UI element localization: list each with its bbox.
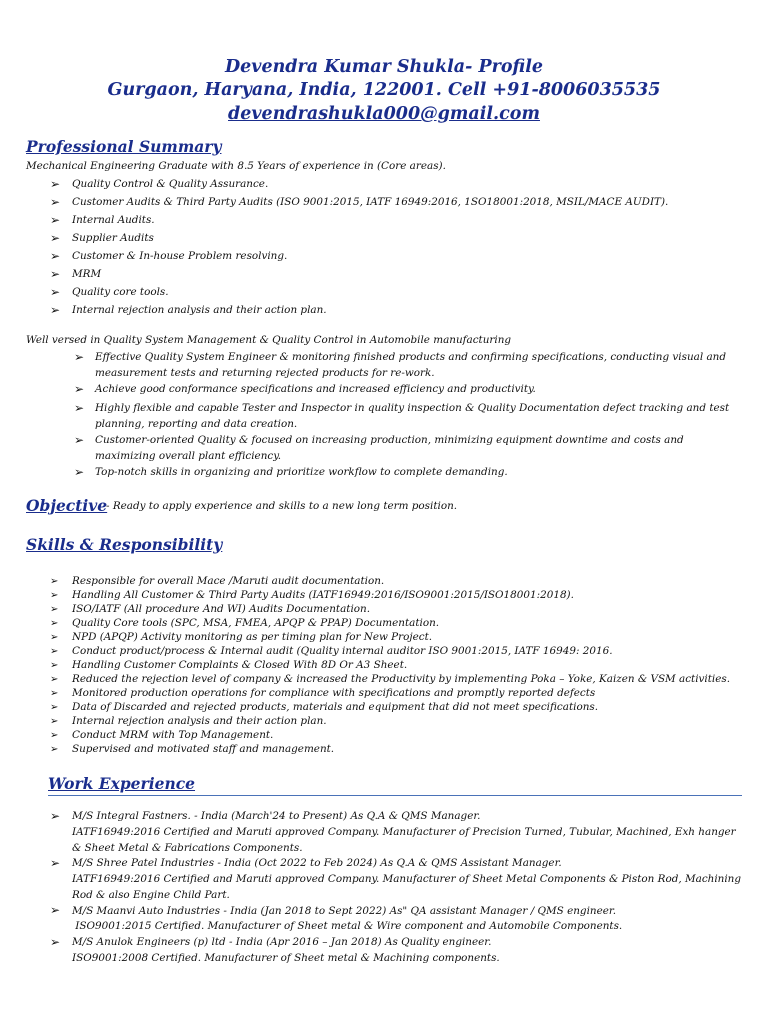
- skill-item: Reduced the rejection level of company & increased the Productivity by implementing Poka – Yoke, Kaizen & VSM activities.: [72, 673, 730, 685]
- arrow-bullet-icon: ➢: [50, 604, 59, 615]
- section-title-objective: Objective: [26, 496, 108, 515]
- arrow-bullet-icon: ➢: [50, 267, 61, 281]
- skill-item: Quality Core tools (SPC, MSA, FMEA, APQP & PPAP) Documentation.: [72, 617, 440, 629]
- skill-item: Data of Discarded and rejected products, materials and equipment that did not meet specifications.: [72, 701, 599, 713]
- summary-item: Internal rejection analysis and their action plan.: [72, 304, 327, 316]
- summary-item: Internal Audits.: [72, 214, 155, 226]
- arrow-bullet-icon: ➢: [50, 231, 61, 245]
- skill-item: Conduct MRM with Top Management.: [72, 729, 274, 741]
- section-title-summary: Professional Summary: [26, 137, 222, 156]
- skill-item: Monitored production operations for compliance with specifications and promptly reported defects: [72, 687, 596, 699]
- arrow-bullet-icon: ➢: [74, 382, 85, 396]
- section-title-skills: Skills & Responsibility: [26, 535, 223, 554]
- arrow-bullet-icon: ➢: [50, 744, 59, 755]
- arrow-bullet-icon: ➢: [50, 285, 61, 299]
- section-divider: [48, 795, 742, 796]
- arrow-bullet-icon: ➢: [50, 903, 61, 917]
- job-title: M/S Shree Patel Industries - India (Oct 2022 to Feb 2024) As Q.A & QMS Assistant Manager.: [72, 857, 562, 869]
- versed-item: Achieve good conformance specifications and increased efficiency and productivity.: [95, 383, 536, 395]
- arrow-bullet-icon: ➢: [74, 433, 85, 447]
- versed-item: Effective Quality System Engineer & monitoring finished products and confirming specifications, conducting visual and measurement tests and returning rejected products for re-work.: [95, 351, 726, 379]
- job-title: M/S Maanvi Auto Industries - India (Jan 2018 to Sept 2022) As" QA assistant Manager / QMS engineer.: [72, 905, 617, 917]
- job-title: M/S Anulok Engineers (p) ltd - India (Apr 2016 – Jan 2018) As Quality engineer.: [72, 936, 492, 948]
- arrow-bullet-icon: ➢: [74, 401, 85, 415]
- versed-item: Top-notch skills in organizing and prioritize workflow to complete demanding.: [95, 466, 508, 478]
- job-title: M/S Integral Fastners. - India (March'24 to Present) As Q.A & QMS Manager.: [72, 810, 481, 822]
- email-link[interactable]: devendrashukla000@gmail.com: [228, 104, 540, 124]
- summary-item: Quality core tools.: [72, 286, 169, 298]
- skill-item: Internal rejection analysis and their action plan.: [72, 715, 327, 727]
- versed-intro: Well versed in Quality System Management & Quality Control in Automobile manufacturing: [26, 334, 512, 346]
- arrow-bullet-icon: ➢: [50, 716, 59, 727]
- versed-item: Customer-oriented Quality & focused on increasing production, minimizing equipment downtime and costs and maximizing overall plant efficiency.: [95, 434, 684, 462]
- arrow-bullet-icon: ➢: [74, 465, 85, 479]
- summary-item: Customer & In-house Problem resolving.: [72, 250, 288, 262]
- job-description: ISO9001:2015 Certified. Manufacturer of Sheet metal & Wire component and Automobile Components.: [72, 920, 623, 932]
- skill-item: ISO/IATF (All procedure And WI) Audits Documentation.: [72, 603, 371, 615]
- job-description: IATF16949:2016 Certified and Maruti approved Company. Manufacturer of Sheet Metal Components & Piston Rod, Machining Rod & also Engine Child Part.: [72, 873, 742, 901]
- job-description: IATF16949:2016 Certified and Maruti approved Company. Manufacturer of Precision Turned, Tubular, Machined, Exh hanger & Sheet Metal & Fabrications Components.: [72, 826, 736, 854]
- arrow-bullet-icon: ➢: [50, 195, 61, 209]
- arrow-bullet-icon: ➢: [50, 660, 59, 671]
- summary-item: Quality Control & Quality Assurance.: [72, 178, 269, 190]
- skill-item: Handling Customer Complaints & Closed With 8D Or A3 Sheet.: [72, 659, 408, 671]
- arrow-bullet-icon: ➢: [50, 856, 61, 870]
- skill-item: Responsible for overall Mace /Maruti audit documentation.: [72, 575, 385, 587]
- name-heading: Devendra Kumar Shukla- Profile: [224, 57, 544, 77]
- arrow-bullet-icon: ➢: [50, 809, 61, 823]
- arrow-bullet-icon: ➢: [50, 674, 59, 685]
- summary-item: MRM: [72, 268, 102, 280]
- skill-item: Supervised and motivated staff and management.: [72, 743, 335, 755]
- address-line: Gurgaon, Haryana, India, 122001. Cell +91-8006035535: [107, 80, 661, 100]
- arrow-bullet-icon: ➢: [50, 688, 59, 699]
- arrow-bullet-icon: ➢: [50, 303, 61, 317]
- arrow-bullet-icon: ➢: [50, 646, 59, 657]
- arrow-bullet-icon: ➢: [74, 350, 85, 364]
- skill-item: Conduct product/process & Internal audit (Quality internal auditor ISO 9001:2015, IATF 16949: 2016.: [72, 645, 613, 657]
- objective-text: - Ready to apply experience and skills to a new long term position.: [106, 500, 458, 512]
- skill-item: NPD (APQP) Activity monitoring as per timing plan for New Project.: [72, 631, 433, 643]
- arrow-bullet-icon: ➢: [50, 249, 61, 263]
- summary-item: Customer Audits & Third Party Audits (ISO 9001:2015, IATF 16949:2016, 1SO18001:2018, MSIL/MACE AUDIT).: [72, 196, 669, 208]
- arrow-bullet-icon: ➢: [50, 935, 61, 949]
- job-description: ISO9001:2008 Certified. Manufacturer of Sheet metal & Machining components.: [72, 952, 500, 964]
- summary-item: Supplier Audits: [72, 232, 154, 244]
- arrow-bullet-icon: ➢: [50, 576, 59, 587]
- section-title-work: Work Experience: [48, 774, 196, 793]
- arrow-bullet-icon: ➢: [50, 632, 59, 643]
- summary-intro: Mechanical Engineering Graduate with 8.5 Years of experience in (Core areas).: [26, 160, 446, 172]
- arrow-bullet-icon: ➢: [50, 730, 59, 741]
- arrow-bullet-icon: ➢: [50, 618, 59, 629]
- skill-item: Handling All Customer & Third Party Audits (IATF16949:2016/ISO9001:2015/ISO18001:2018).: [72, 589, 574, 601]
- arrow-bullet-icon: ➢: [50, 702, 59, 713]
- arrow-bullet-icon: ➢: [50, 590, 59, 601]
- arrow-bullet-icon: ➢: [50, 213, 61, 227]
- versed-item: Highly flexible and capable Tester and Inspector in quality inspection & Quality Documentation defect tracking and test planning, reporting and data creation.: [95, 402, 730, 430]
- arrow-bullet-icon: ➢: [50, 177, 61, 191]
